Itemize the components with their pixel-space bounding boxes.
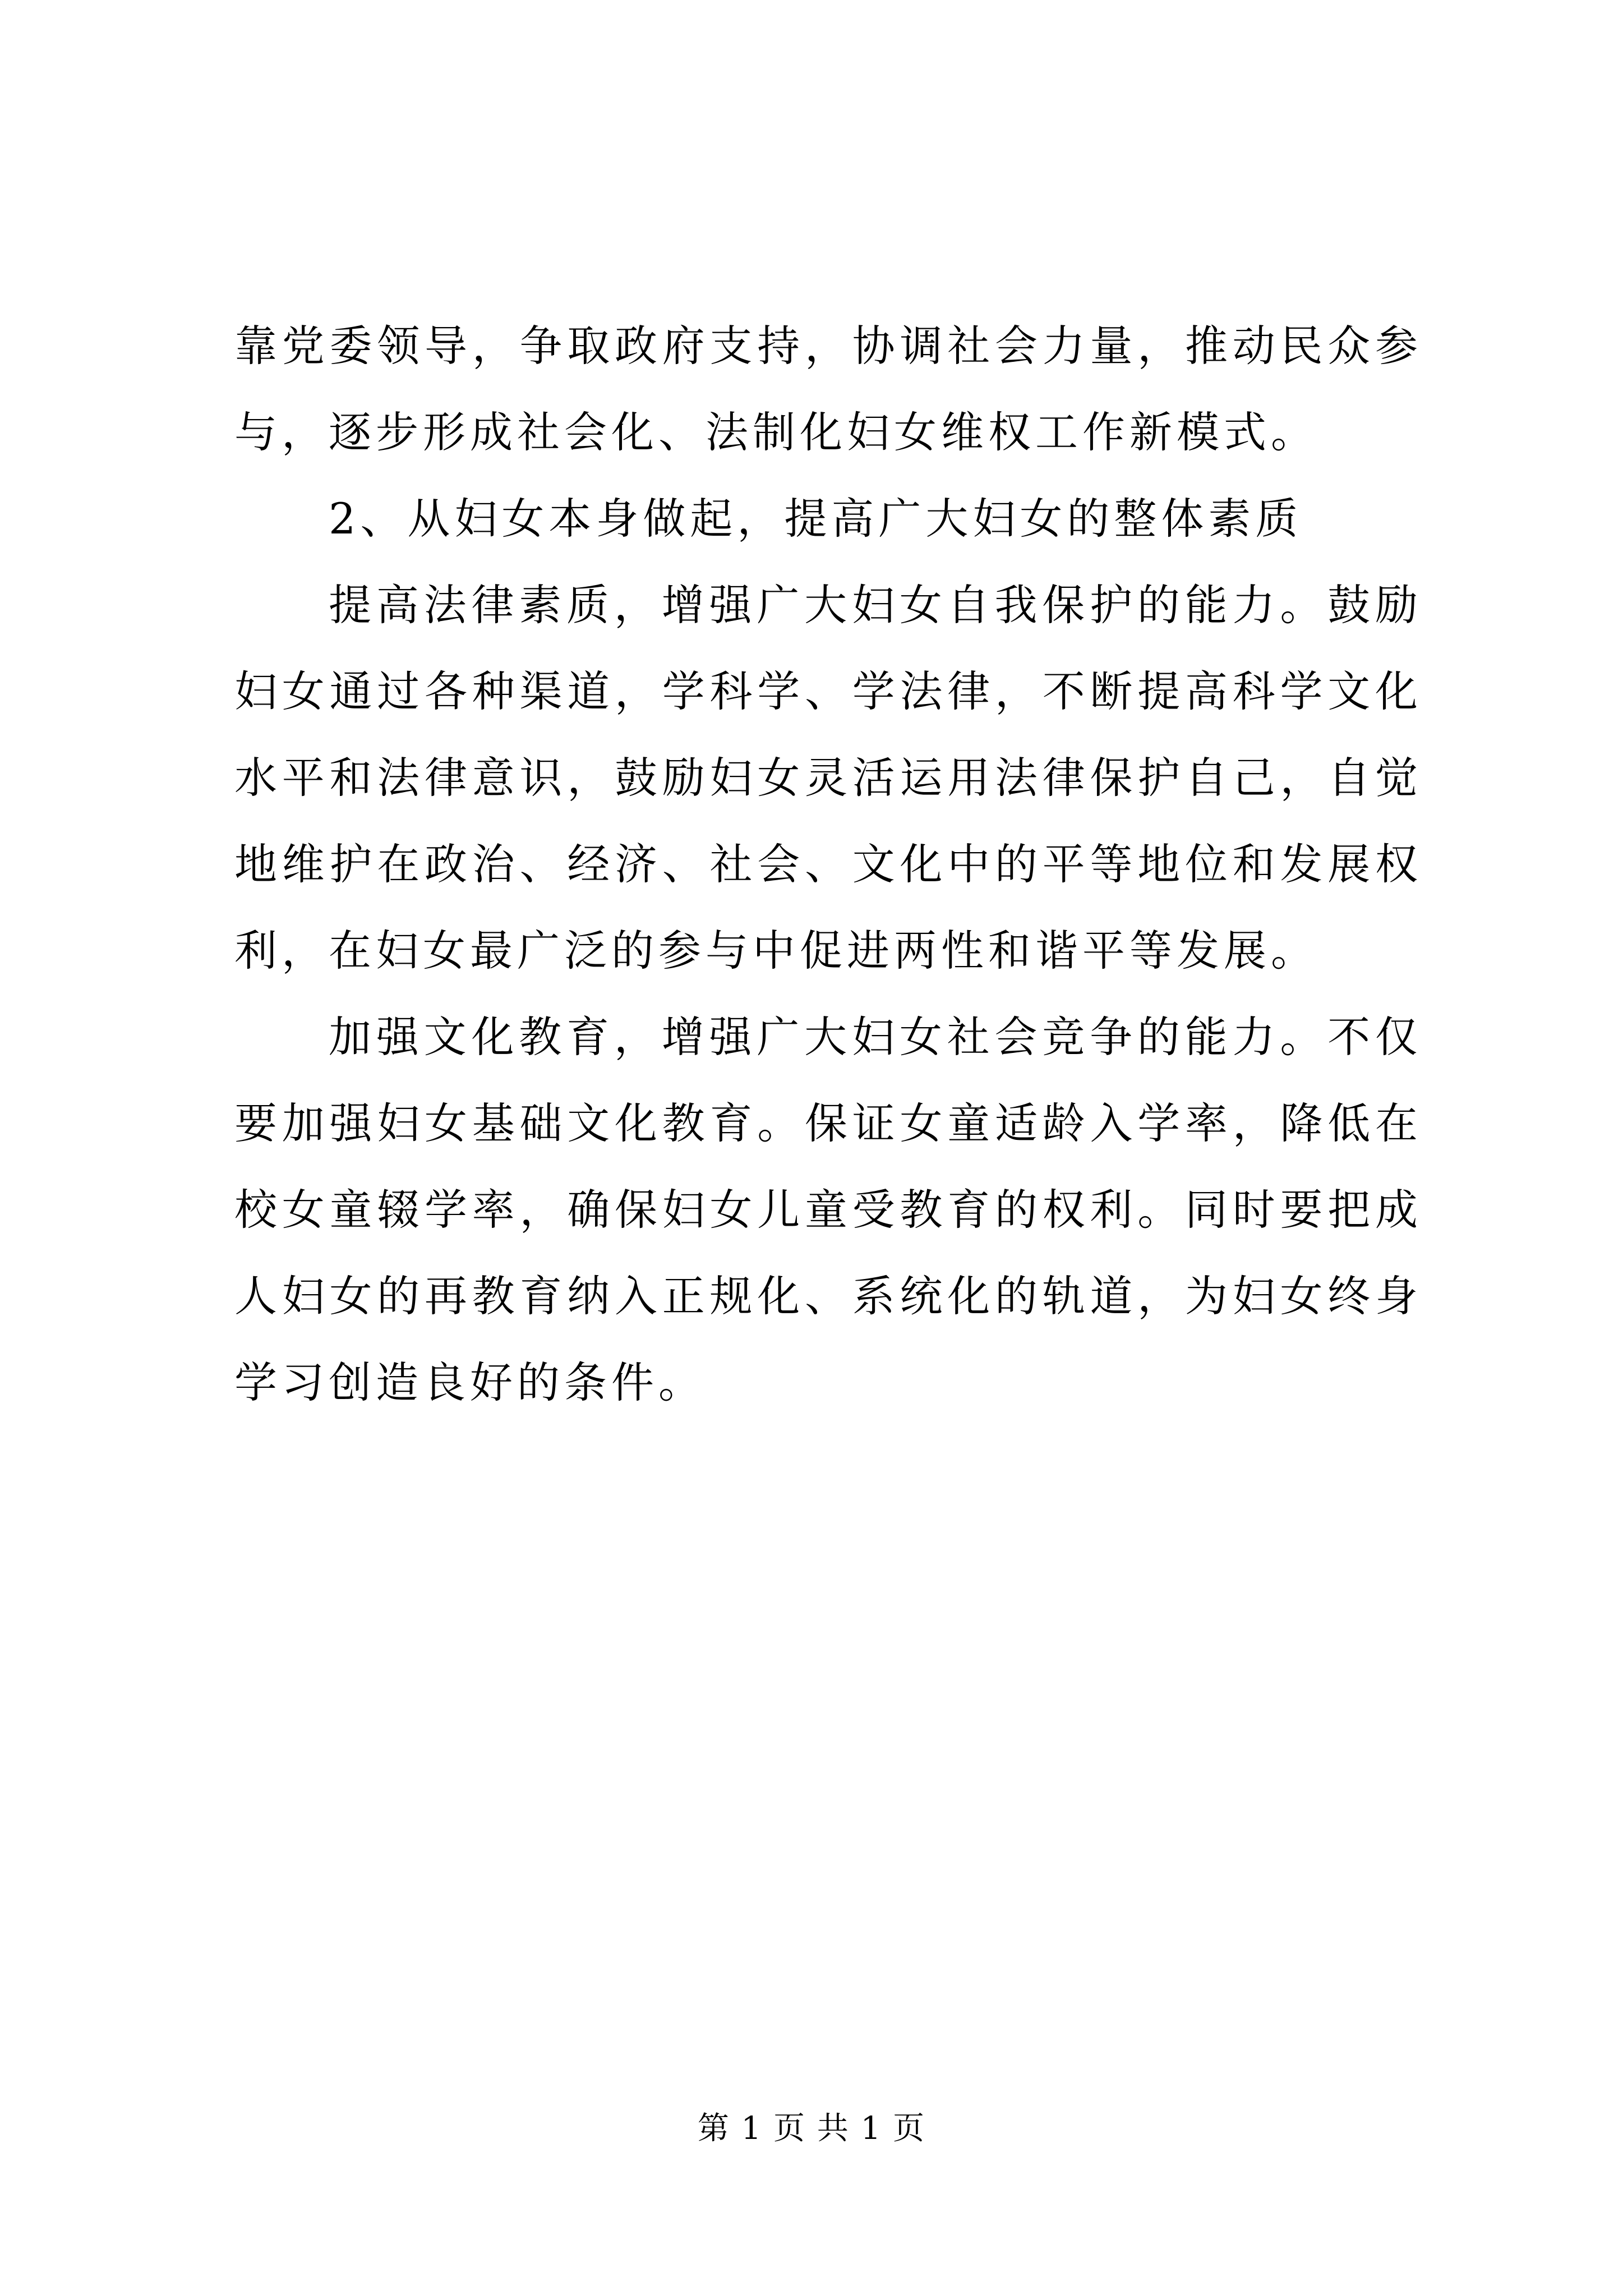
- paragraph-continuation: 靠党委领导，争取政府支持，协调社会力量，推动民众参与，逐步形成社会化、法制化妇女维权工作新模式。: [234, 321, 1422, 457]
- body-text: [234, 303, 1422, 1426]
- section-heading-2: 2、从妇女本身做起，提高广大妇女的整体素质: [329, 494, 1303, 544]
- page-footer: 第 1 页 共 1 页: [697, 2110, 926, 2147]
- paragraph-cultural-education: 加强文化教育，增强广大妇女社会竞争的能力。不仅要加强妇女基础文化教育。保证女童适龄入学率，降低在校女童辍学率，确保妇女儿童受教育的权利。同时要把成人妇女的再教育纳入正规化、系统化的轨道，为妇女终身学习创造良好的条件。: [234, 1012, 1422, 1407]
- paragraph-legal-quality: 提高法律素质，增强广大妇女自我保护的能力。鼓励妇女通过各种渠道，学科学、学法律，不断提高科学文化水平和法律意识，鼓励妇女灵活运用法律保护自己，自觉地维护在政治、经济、社会、文化中的平等地位和发展权利，在妇女最广泛的参与中促进两性和谐平等发展。: [234, 580, 1422, 976]
